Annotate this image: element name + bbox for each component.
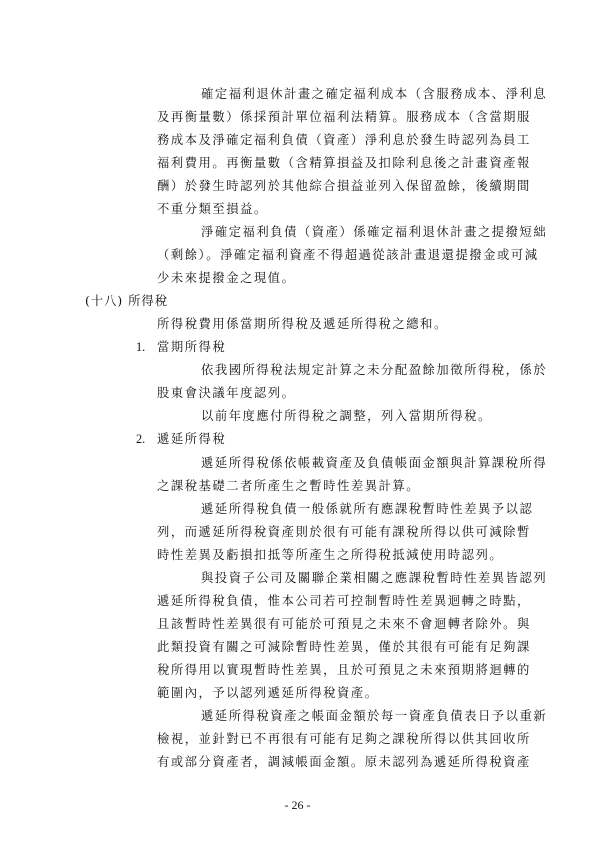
sub2-title: 遞延所得稅 [157,432,227,446]
para1-line: 及再衡量數）係採預計單位福利法精算。服務成本（含當期服 [157,110,531,124]
sub2-para3-line: 遞延所得稅負債，惟本公司若可控制暫時性差異迴轉之時點， [157,594,531,608]
sub2-para3-line: 範圍內，予以認列遞延所得稅資產。 [157,686,379,700]
section-title: 所得稅 [128,294,169,308]
sub2-number: 2. [136,432,146,446]
section-intro: 所得稅費用係當期所得稅及遞延所得稅之總和。 [157,317,448,331]
para1-line: 福利費用。再衡量數（含精算損益及扣除利息後之計畫資產報 [157,156,531,170]
sub1-title: 當期所得稅 [157,340,227,354]
page-number: - 26 - [284,798,311,812]
para1-line: 確定福利退休計畫之確定福利成本（含服務成本、淨利息 [201,87,548,101]
sub2-para1-line: 之課稅基礎二者所產生之暫時性差異計算。 [157,479,421,493]
sub2-para3-line: 稅所得用以實現暫時性差異，且於可預見之未來預期將迴轉的 [157,663,531,677]
para1-line: 酬）於發生時認列於其他綜合損益並列入保留盈餘，後續期間 [157,179,531,193]
sub2-para4-line: 遞延所得稅資產之帳面金額於每一資產負債表日予以重新 [201,709,548,723]
sub2-para4-line: 有或部分資產者，調減帳面金額。原未認列為遞延所得稅資產 [157,755,531,769]
sub2-para4-line: 檢視，並針對已不再很有可能有足夠之課稅所得以供其回收所 [157,732,531,746]
sub2-para3-line: 且該暫時性差異很有可能於可預見之未來不會迴轉者除外。與 [157,617,531,631]
sub2-para2-line: 列，而遞延所得稅資產則於很有可能有課稅所得以供可減除暫 [157,525,531,539]
sub2-para2-line: 時性差異及虧損扣抵等所產生之所得稅抵減使用時認列。 [157,548,504,562]
para2-line: 淨確定福利負債（資產）係確定福利退休計畫之提撥短絀 [201,225,548,239]
sub2-para3-line: 與投資子公司及關聯企業相關之應課稅暫時性差異皆認列 [201,571,548,585]
sub2-para1-line: 遞延所得稅係依帳載資產及負債帳面金額與計算課稅所得 [201,456,548,470]
para2-line: 少未來提撥金之現值。 [157,271,296,285]
sub1-para1-line: 依我國所得稅法規定計算之未分配盈餘加徵所得稅，係於 [201,363,548,377]
sub1-para1-line: 股東會決議年度認列。 [157,386,296,400]
sub1-number: 1. [136,340,146,354]
para2-line: （剩餘）。淨確定福利資產不得超過從該計畫退還提撥金或可減 [157,248,539,262]
section-heading [85,293,168,309]
section-number: (十八) [85,294,124,308]
para1-line: 務成本及淨確定福利負債（資產）淨利息於發生時認列為員工 [157,133,531,147]
sub1-para2: 以前年度應付所得稅之調整，列入當期所得稅。 [201,409,492,423]
sub2-para3-line: 此類投資有關之可減除暫時性差異，僅於其很有可能有足夠課 [157,640,531,654]
sub2-para2-line: 遞延所得稅負債一般係就所有應課稅暫時性差異予以認 [201,502,534,516]
para1-line: 不重分類至損益。 [157,202,268,216]
